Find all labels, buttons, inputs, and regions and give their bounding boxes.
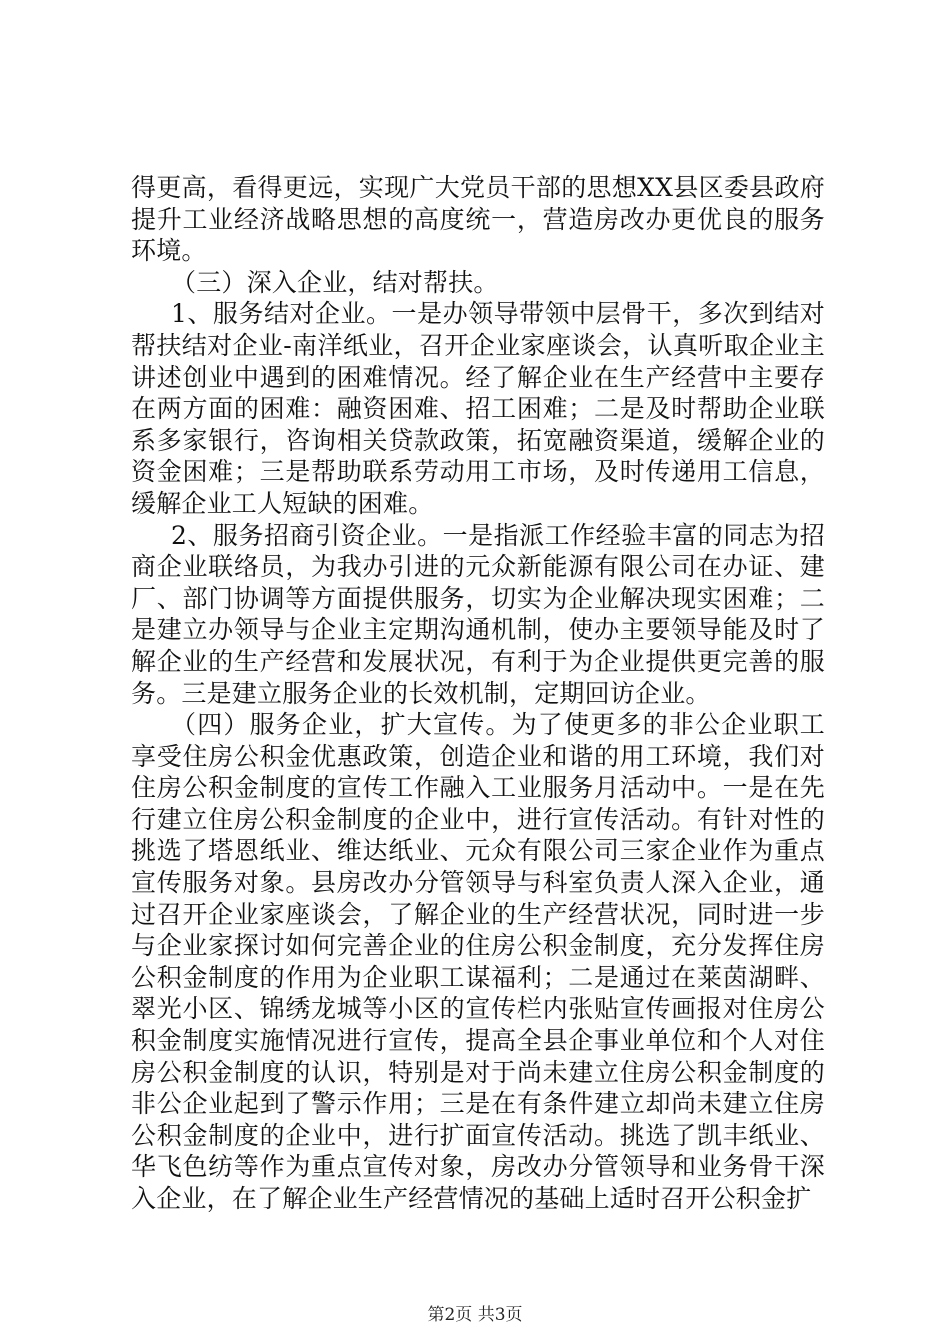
paragraph-section-4: （四）服务企业，扩大宣传。为了使更多的非公企业职工享受住房公积金优惠政策，创造企业和谐的用工环境，我们对住房公积金制度的宣传工作融入工业服务月活动中。一是在先行建立住房公积金制度的企业中，进行宣传活动。有针对性的挑选了塔恩纸业、维达纸业、元众有限公司三家企业作为重点宣传服务对象。县房改办分管领导与科室负责人深入企业，通过召开企业家座谈会，了解企业的生产经营状况，同时进一步与企业家探讨如何完善企业的住房公积金制度，充分发挥住房公积金制度的作用为企业职工谋福利；二是通过在莱茵湖畔、翠光小区、锦绣龙城等小区的宣传栏内张贴宣传画报对住房公积金制度实施情况进行宣传，提高全县企事业单位和个人对住房公积金制度的认识，特别是对于尚未建立住房公积金制度的非公企业起到了警示作用；三是在有条件建立却尚未建立住房公积金制度的企业中，进行扩面宣传活动。挑选了凯丰纸业、华飞色纺等作为重点宣传对象，房改办分管领导和业务骨干深入企业，在了解企业生产经营情况的基础上适时召开公积金扩	[131, 710, 825, 1213]
section-heading-3: （三）深入企业，结对帮扶。	[171, 267, 499, 297]
document-body	[131, 172, 825, 1215]
paragraph-continuation: 得更高，看得更远，实现广大党员干部的思想XX县区委县政府提升工业经济战略思想的高度统一，营造房改办更优良的服务环境。	[131, 173, 825, 266]
paragraph-service-investment-enterprises: 2、服务招商引资企业。一是指派工作经验丰富的同志为招商企业联络员，为我办引进的元众新能源有限公司在办证、建厂、部门协调等方面提供服务，切实为企业解决现实困难；二是建立办领导与企业主定期沟通机制，使办主要领导能及时了解企业的生产经营和发展状况，有利于为企业提供更完善的服务。三是建立服务企业的长效机制，定期回访企业。	[131, 520, 825, 708]
paragraph-service-paired-enterprises: 1、服务结对企业。一是办领导带领中层骨干，多次到结对帮扶结对企业-南洋纸业，召开企业家座谈会，认真听取企业主讲述创业中遇到的困难情况。经了解企业在生产经营中主要存在两方面的困难：融资困难、招工困难；二是及时帮助企业联系多家银行，咨询相关贷款政策，拓宽融资渠道，缓解企业的资金困难；三是帮助联系劳动用工市场，及时传递用工信息，缓解企业工人短缺的困难。	[131, 299, 825, 518]
page-number-footer: 第2页 共3页	[427, 1305, 523, 1325]
